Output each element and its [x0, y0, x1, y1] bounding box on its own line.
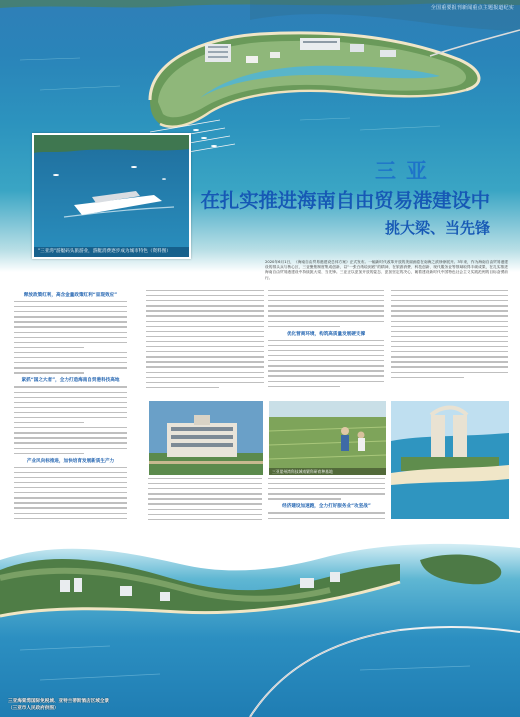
- section-heading: 优化营商环境，构筑高质量发展硬支撑: [286, 331, 366, 337]
- headline: 在扎实推进海南自由贸易港建设中: [200, 189, 490, 212]
- section-heading: 释放政策红利，高含金量政策红利“显现效应”: [23, 293, 118, 298]
- body-text-lines: [268, 290, 384, 327]
- title-kicker: 三亚: [375, 158, 437, 183]
- bottom-caption-line-1: 三亚海棠湾国际免税城、亚特兰蒂斯酒店区域全景: [8, 699, 110, 705]
- farm-illustration: [269, 401, 386, 475]
- article-column-4: [391, 290, 508, 395]
- body-text-lines: [146, 290, 264, 388]
- body-text-lines: [268, 340, 384, 387]
- body-text-lines: [391, 290, 508, 378]
- section-heading: 产业风向标推进，加快培育发展新质生产力: [26, 458, 115, 464]
- body-text-lines: [14, 301, 127, 374]
- farm-photo-caption: 三亚崖州湾科技城南繁科研育种基地: [269, 468, 386, 475]
- bay-illustration: [0, 520, 520, 717]
- research-building-photo: [148, 400, 264, 476]
- subheadline: 挑大梁、当先锋: [384, 219, 490, 237]
- section-heading: 经济建设加速跑，全力打好服务业“攻坚战”: [282, 504, 371, 510]
- article-column-2: [146, 290, 264, 395]
- bottom-aerial-photo: [0, 520, 520, 717]
- resort-illustration: [391, 401, 509, 519]
- body-text-lines: [14, 386, 127, 454]
- lead-paragraph: 2020年6月1日，《海南自由贸易港建设总体方案》正式发布。一幅新时代改革开放的美丽画卷在南海之滨徐徐展开。3年来，作为海南自由贸易港建设的排头兵与核心区，三亚聚焦制度集成创新，以“一张白纸绘到底”的精神，在旅游消费、科技创新、现代服务业等领域取得丰硕成果，在扎实推进海南自由贸易港建设中持续挑大梁、当先锋。三亚正以更加开放的姿态、更加坚定的决心，朝着建设新时代中国特色社会主义实践范例的目标奋勇前行。: [265, 260, 508, 280]
- farm-field-photo: [268, 400, 387, 476]
- section-heading: 紧抓“国之大者”，全力打造海南自贸港科技高地: [21, 378, 120, 384]
- building-illustration: [149, 401, 263, 475]
- body-text-lines: [268, 478, 385, 500]
- title-block: [150, 155, 495, 255]
- article-column-3: [268, 290, 384, 395]
- inset-caption: "三亚湾"游艇码头旅游业，游艇消费逐步成为城市特色（资料图）: [34, 247, 189, 257]
- bottom-photo-caption: [8, 699, 109, 712]
- masthead-label: 全国重要报刊新闻重点主题报道纪实: [430, 5, 514, 11]
- resort-photo: [390, 400, 510, 520]
- bottom-caption-line-2: （三亚市人民政府供图）: [8, 705, 59, 711]
- hero-aerial-photo: [0, 0, 520, 272]
